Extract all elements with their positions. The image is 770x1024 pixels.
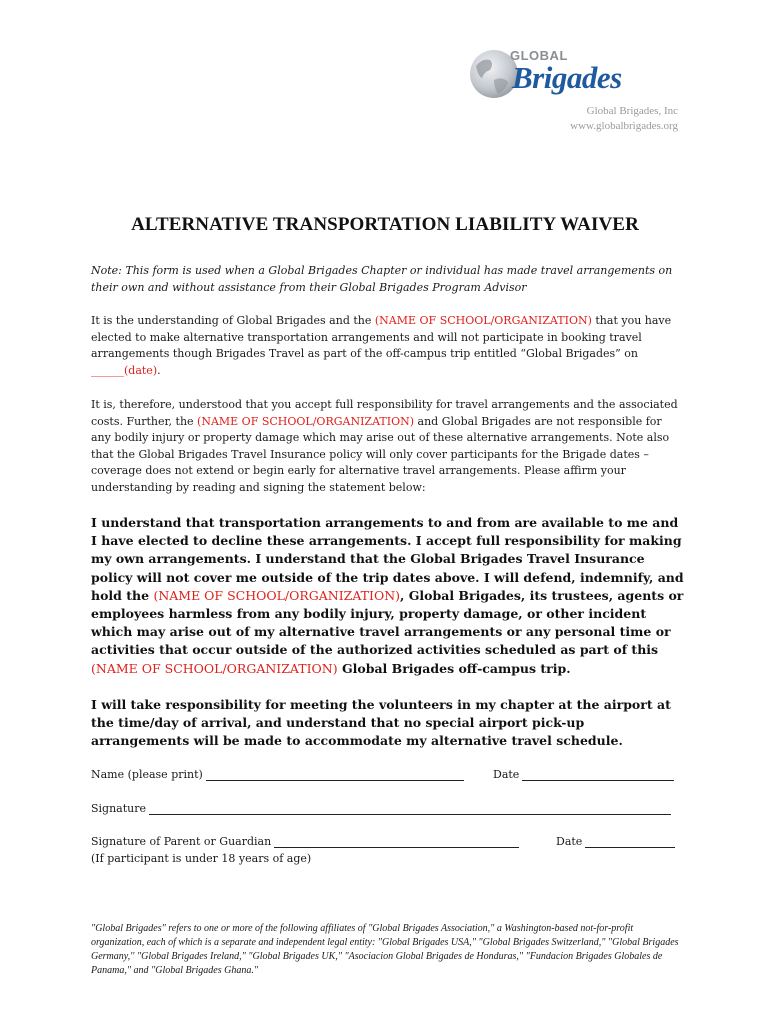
guardian-date-label: Date [556, 835, 583, 848]
document-title: ALTERNATIVE TRANSPORTATION LIABILITY WAIVER [131, 214, 639, 235]
organization-website[interactable]: www.globalbrigades.org [570, 120, 678, 132]
logo-word-brigades: Brigades [512, 60, 622, 95]
paragraph-text: It is, therefore, understood that you accept full responsibility for travel arrangements and the associated costs. Further, the [91, 398, 678, 428]
guardian-signature-label: Signature of Parent or Guardian [91, 835, 272, 848]
guardian-note: (If participant is under 18 years of age) [91, 852, 312, 865]
organization-name: Global Brigades, Inc [586, 105, 678, 117]
statement-text: I understand that transportation arrangements to and from are available to me and I have elected to decline these arrangements. I accept full responsibility for making my own arrangements. I understand that the Global Brigades Travel Insurance policy will not cover me outside of the trip dates above. I will defend, indemnify, and hold the [91, 515, 684, 603]
organization-info [570, 104, 678, 134]
signature-label: Signature [91, 802, 147, 815]
date-blank: ______ [91, 363, 124, 377]
understanding-paragraph [91, 313, 683, 379]
airport-statement: I will take responsibility for meeting the volunteers in my chapter at the airport at the time/day of arrival, and understand that no special airport pick-up arrangements will be made to accommodate my alternative travel schedule. [91, 697, 671, 749]
date-label: Date [493, 768, 520, 781]
org-placeholder: (NAME OF SCHOOL/ORGANIZATION) [197, 414, 415, 428]
name-field[interactable] [206, 768, 464, 781]
org-placeholder: (NAME OF SCHOOL/ORGANIZATION) [153, 587, 401, 603]
form-note: Note: This form is used when a Global Brigades Chapter or individual has made travel arrangements on their own and without assistance from their Global Brigades Program Advisor [91, 264, 673, 294]
signature-row [91, 802, 671, 815]
paragraph-text: It is the understanding of Global Brigades and the [91, 314, 375, 327]
guardian-signature-field[interactable] [274, 835, 519, 848]
paragraph-text: and Global Brigades are not responsible for any bodily injury or property damage which may arise out of these alternative arrangements. Note also that the Global Brigades Travel Insurance policy will only cover participants for the Brigade dates – coverage does not extend or begin early for alternative travel arrangements. Please affirm your understanding by reading and signing the statement below: [91, 414, 670, 494]
name-label: Name (please print) [91, 768, 203, 781]
legal-footer: "Global Brigades" refers to one or more of the following affiliates of "Global Brigades Association," a Washington-based not-for-profit organization, each of which is a separate and independent legal entity: "Global Brigades USA," "Global Brigades Switzerland," "Global Brigades Germany,'' "Global Brigades Ireland," "Global Brigades UK," "Asociacion Global Brigades de Honduras," "Fundacion Brigades Globales de Panama," and "Global Brigades Ghana." [91, 923, 679, 976]
logo-word-global: GLOBAL [510, 48, 568, 63]
guardian-signature-row [91, 835, 519, 848]
org-placeholder: (NAME OF SCHOOL/ORGANIZATION) [374, 314, 592, 327]
responsibility-paragraph [91, 397, 683, 496]
paragraph-text: . [157, 363, 161, 377]
statement-text: , Global Brigades, its trustees, agents or employees harmless from any bodily injury, property damage, or other incident which may arise out of my alternative travel arrangements or any personal time or activities that occur outside of the authorized activities scheduled as part of this [91, 587, 684, 658]
date-field[interactable] [522, 768, 674, 781]
guardian-date-row [556, 835, 675, 848]
signature-field[interactable] [149, 802, 671, 815]
global-brigades-logo [468, 44, 622, 106]
date-placeholder: (date) [124, 363, 158, 377]
liability-statement [91, 514, 686, 678]
date-row [493, 768, 674, 781]
statement-text: Global Brigades off-campus trip. [337, 660, 571, 676]
paragraph-text: that you have elected to make alternative transportation arrangements and will not participate in booking travel arrangements though Brigades Travel as part of the off-campus trip entitled “Global Brigades” on [91, 314, 672, 360]
guardian-date-field[interactable] [585, 835, 675, 848]
org-placeholder: (NAME OF SCHOOL/ORGANIZATION) [91, 660, 338, 676]
name-row [91, 768, 464, 781]
